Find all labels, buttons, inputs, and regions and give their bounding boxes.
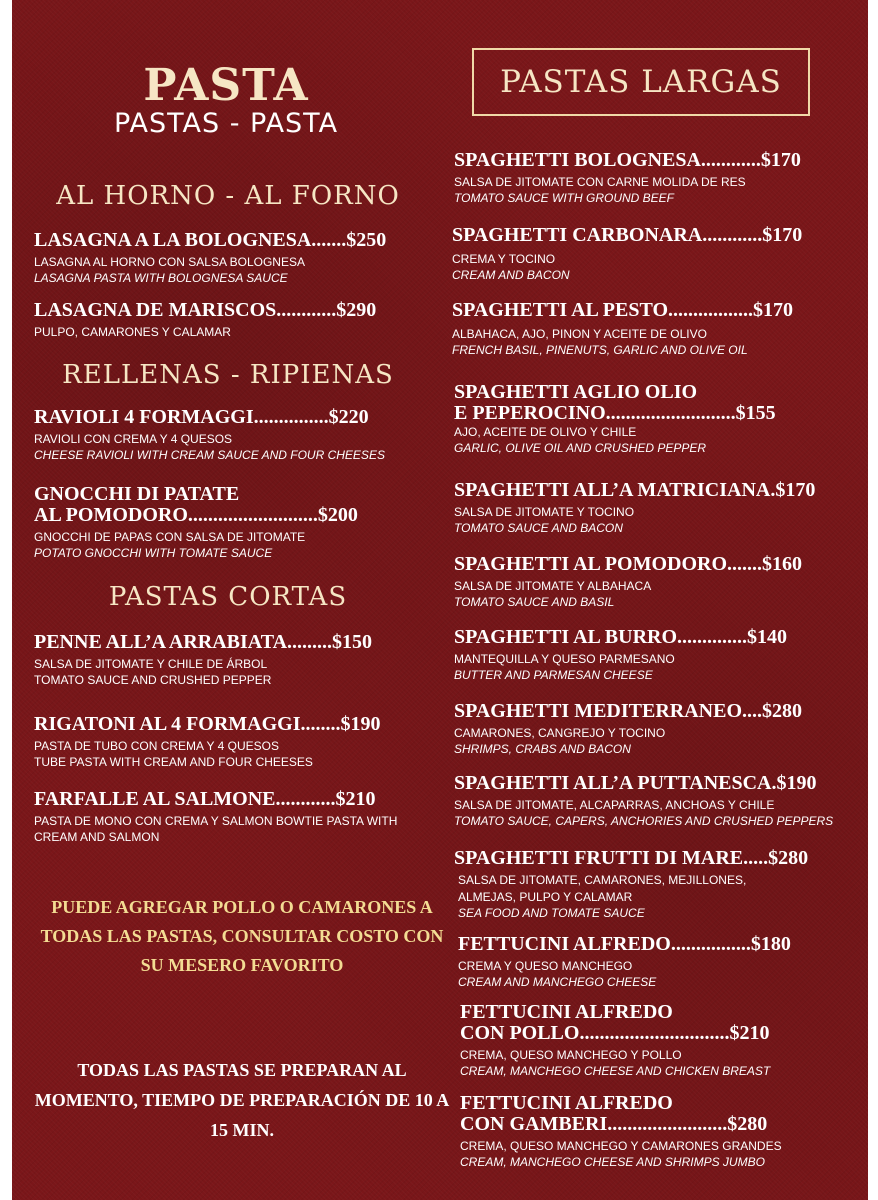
menu-item xyxy=(454,554,802,610)
item-desc-en: FRENCH BASIL, PINENUTS, GARLIC AND OLIVE OIL xyxy=(452,343,748,357)
note-prep-time: TODAS LAS PASTAS SE PREPARAN AL MOMENTO, TIEMPO DE PREPARACIÓN DE 10 A 15 MIN. xyxy=(34,1060,450,1140)
item-name: SPAGHETTI ALL’A MATRICIANA.$170 xyxy=(454,479,816,501)
menu-item xyxy=(454,627,787,683)
item-desc-es: PULPO, CAMARONES Y CALAMAR xyxy=(34,325,231,339)
item-desc-en: CREAM AND SALMON xyxy=(34,830,160,844)
section-heading-al-horno: AL HORNO - AL FORNO xyxy=(56,181,400,211)
section-heading-rellenas: RELLENAS - RIPIENAS xyxy=(62,360,394,390)
item-desc-en: TOMATO SAUCE WITH GROUND BEEF xyxy=(454,191,675,205)
item-desc-es: CREMA, QUESO MANCHEGO Y POLLO xyxy=(460,1048,682,1062)
menu-item xyxy=(452,225,802,283)
item-desc-es: AJO, ACEITE DE OLIVO Y CHILE xyxy=(454,425,637,439)
item-desc-en: TOMATO SAUCE AND CRUSHED PEPPER xyxy=(34,673,272,687)
menu-item xyxy=(34,230,386,286)
item-name: E PEPEROCINO..........................$155 xyxy=(454,402,776,424)
item-desc-es: SALSA DE JITOMATE, CAMARONES, MEJILLONES, xyxy=(458,873,747,887)
item-desc-en: LASAGNA PASTA WITH BOLOGNESA SAUCE xyxy=(34,271,288,285)
item-desc-en: BUTTER AND PARMESAN CHEESE xyxy=(454,668,653,682)
item-desc-en: SHRIMPS, CRABS AND BACON xyxy=(454,742,631,756)
item-name-line1: FETTUCINI ALFREDO xyxy=(460,1092,673,1114)
item-desc-es: SALSA DE JITOMATE Y CHILE DE ÁRBOL xyxy=(34,657,268,671)
section-heading-largas: PASTAS LARGAS xyxy=(472,48,810,116)
item-name: SPAGHETTI CARBONARA............$170 xyxy=(452,224,803,246)
item-name: SPAGHETTI FRUTTI DI MARE.....$280 xyxy=(454,847,809,869)
menu-item xyxy=(458,934,791,990)
menu-item xyxy=(454,773,833,829)
section-heading-cortas: PASTAS CORTAS xyxy=(108,582,348,612)
item-desc-en: TOMATO SAUCE, CAPERS, ANCHORIES AND CRUSHED PEPPERS xyxy=(454,814,834,828)
menu-item xyxy=(460,1002,770,1079)
item-desc-es: RAVIOLI CON CREMA Y 4 QUESOS xyxy=(34,432,233,446)
item-name: FARFALLE AL SALMONE............$210 xyxy=(34,788,376,810)
item-desc-en: TOMATO SAUCE AND BASIL xyxy=(454,595,615,609)
item-desc-es: PASTA DE TUBO CON CREMA Y 4 QUESOS xyxy=(34,739,279,753)
page-subtitle: PASTAS - PASTA xyxy=(113,108,339,139)
item-name: CON POLLO..............................$210 xyxy=(460,1022,770,1044)
item-name-line1: SPAGHETTI AGLIO OLIO xyxy=(454,381,698,403)
item-desc-es: SALSA DE JITOMATE CON CARNE MOLIDA DE RES xyxy=(454,175,746,189)
item-name: LASAGNA A LA BOLOGNESA.......$250 xyxy=(34,229,387,251)
item-name: LASAGNA DE MARISCOS............$290 xyxy=(34,299,377,321)
item-name-line1: FETTUCINI ALFREDO xyxy=(460,1001,673,1023)
menu-item xyxy=(34,632,372,688)
item-desc-en: CREAM AND MANCHEGO CHEESE xyxy=(458,975,657,989)
item-name: SPAGHETTI ALL’A PUTTANESCA.$190 xyxy=(454,772,817,794)
menu-item xyxy=(460,1093,782,1170)
item-desc-es: GNOCCHI DE PAPAS CON SALSA DE JITOMATE xyxy=(34,530,306,544)
item-name: CON GAMBERI........................$280 xyxy=(460,1113,768,1135)
menu-item xyxy=(454,480,815,536)
item-desc-en: CREAM, MANCHEGO CHEESE AND SHRIMPS JUMBO xyxy=(460,1155,765,1169)
menu-item xyxy=(34,484,358,561)
item-desc-es: CAMARONES, CANGREJO Y TOCINO xyxy=(454,726,666,740)
menu-item xyxy=(452,300,793,358)
item-desc-en: POTATO GNOCCHI WITH TOMATE SAUCE xyxy=(34,546,273,560)
menu-item xyxy=(454,150,801,206)
note-add-chicken: PUEDE AGREGAR POLLO O CAMARONES A TODAS LAS PASTAS, CONSULTAR COSTO CON SU MESERO FAVORITO xyxy=(40,897,444,975)
item-desc-es: CREMA Y QUESO MANCHEGO xyxy=(458,959,633,973)
menu-item xyxy=(34,407,385,463)
item-desc-es: PASTA DE MONO CON CREMA Y SALMON BOWTIE PASTA WITH xyxy=(34,814,398,828)
menu-item xyxy=(34,714,381,770)
menu-item xyxy=(34,300,376,340)
item-desc-en: CREAM, MANCHEGO CHEESE AND CHICKEN BREAST xyxy=(460,1064,771,1078)
item-name: FETTUCINI ALFREDO................$180 xyxy=(458,933,791,955)
item-desc-es: MANTEQUILLA Y QUESO PARMESANO xyxy=(454,652,675,666)
item-name: AL POMODORO..........................$200 xyxy=(34,504,358,526)
menu-item xyxy=(454,848,808,921)
item-desc-es: CREMA Y TOCINO xyxy=(452,252,556,266)
item-desc-en: CHEESE RAVIOLI WITH CREAM SAUCE AND FOUR CHEESES xyxy=(34,448,385,462)
item-desc-en: TUBE PASTA WITH CREAM AND FOUR CHEESES xyxy=(34,755,313,769)
item-desc-en: TOMATO SAUCE AND BACON xyxy=(454,521,623,535)
menu-item xyxy=(454,701,802,757)
item-desc-en: SEA FOOD AND TOMATE SAUCE xyxy=(458,906,645,920)
item-desc-es: CREMA, QUESO MANCHEGO Y CAMARONES GRANDES xyxy=(460,1139,782,1153)
item-desc-en: CREAM AND BACON xyxy=(452,268,570,282)
item-desc-es: LASAGNA AL HORNO CON SALSA BOLOGNESA xyxy=(34,255,305,269)
item-name: SPAGHETTI AL PESTO.................$170 xyxy=(452,299,794,321)
item-name-line1: GNOCCHI DI PATATE xyxy=(34,483,240,505)
item-name: PENNE ALL’A ARRABIATA.........$150 xyxy=(34,631,373,653)
item-desc-es-line2: ALMEJAS, PULPO Y CALAMAR xyxy=(458,890,633,904)
page-title: PASTA xyxy=(143,60,309,111)
item-name: SPAGHETTI AL POMODORO.......$160 xyxy=(454,553,802,575)
item-desc-es: SALSA DE JITOMATE Y TOCINO xyxy=(454,505,635,519)
menu-item xyxy=(34,789,397,845)
menu-page xyxy=(12,0,868,1200)
item-desc-en: GARLIC, OLIVE OIL AND CRUSHED PEPPER xyxy=(454,441,707,455)
item-name: RIGATONI AL 4 FORMAGGI........$190 xyxy=(34,713,381,735)
item-name: RAVIOLI 4 FORMAGGI...............$220 xyxy=(34,406,369,428)
item-name: SPAGHETTI BOLOGNESA............$170 xyxy=(454,149,801,171)
item-name: SPAGHETTI AL BURRO..............$140 xyxy=(454,626,788,648)
item-desc-es: ALBAHACA, AJO, PINON Y ACEITE DE OLIVO xyxy=(452,327,707,341)
item-name: SPAGHETTI MEDITERRANEO....$280 xyxy=(454,700,803,722)
item-desc-es: SALSA DE JITOMATE Y ALBAHACA xyxy=(454,579,652,593)
item-desc-es: SALSA DE JITOMATE, ALCAPARRAS, ANCHOAS Y CHILE xyxy=(454,798,775,812)
menu-item xyxy=(454,382,776,456)
